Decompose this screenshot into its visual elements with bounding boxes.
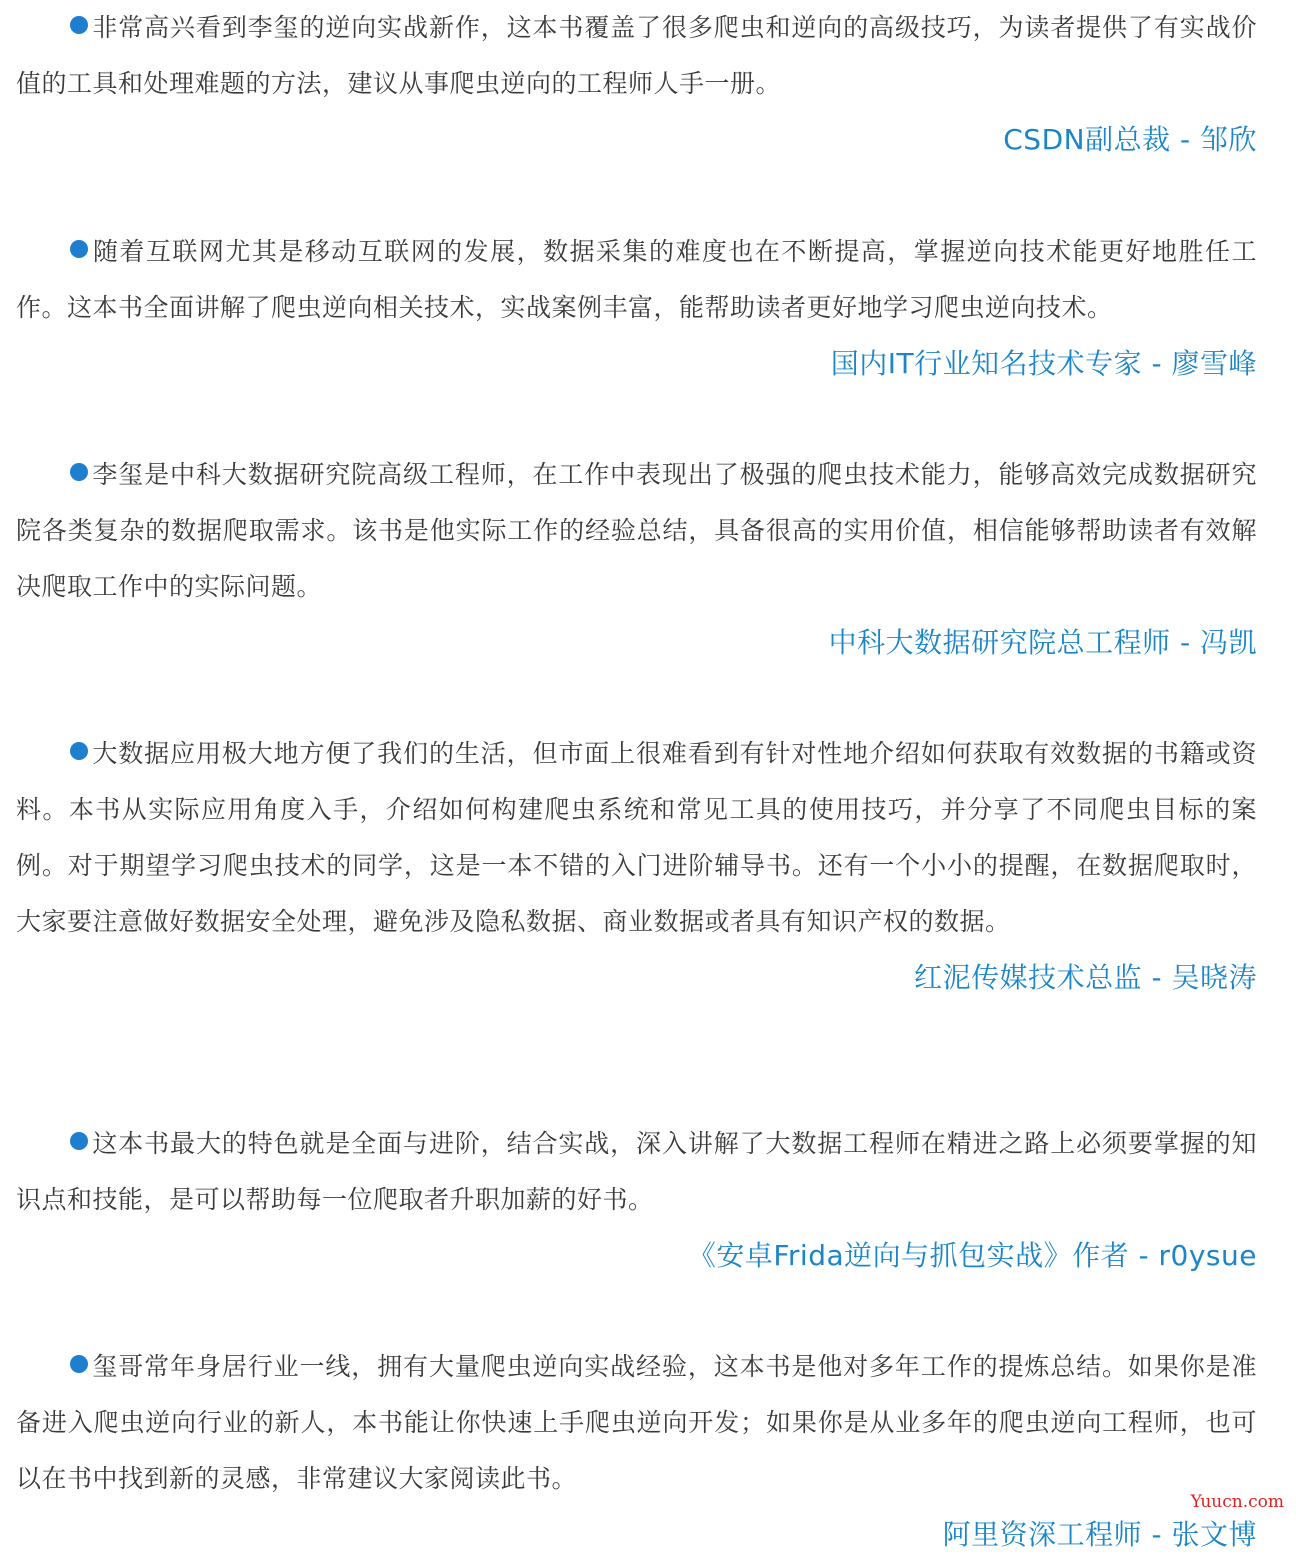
testimonial-2 <box>16 224 1257 392</box>
testimonial-author: CSDN副总裁 - 邹欣 <box>1003 123 1257 156</box>
testimonial-5 <box>16 1116 1257 1284</box>
testimonial-author: 国内IT行业知名技术专家 - 廖雪峰 <box>830 347 1257 380</box>
testimonial-text: 随着互联网尤其是移动互联网的发展，数据采集的难度也在不断提高，掌握逆向技术能更好地胜任工作。这本书全面讲解了爬虫逆向相关技术，实战案例丰富，能帮助读者更好地学习爬虫逆向技术。 <box>16 237 1257 322</box>
bullet-dot-icon <box>70 742 88 760</box>
testimonial-text: 李玺是中科大数据研究院高级工程师，在工作中表现出了极强的爬虫技术能力，能够高效完成数据研究院各类复杂的数据爬取需求。该书是他实际工作的经验总结，具备很高的实用价值，相信能够帮助读者有效解决爬取工作中的实际问题。 <box>16 460 1257 601</box>
testimonial-author: 中科大数据研究院总工程师 - 冯凯 <box>828 626 1257 659</box>
testimonial-author: 红泥传媒技术总监 - 吴晓涛 <box>914 961 1257 994</box>
testimonial-text: 玺哥常年身居行业一线，拥有大量爬虫逆向实战经验，这本书是他对多年工作的提炼总结。如果你是准备进入爬虫逆向行业的新人，本书能让你快速上手爬虫逆向开发；如果你是从业多年的爬虫逆向工程师，也可以在书中找到新的灵感，非常建议大家阅读此书。 <box>16 1352 1257 1493</box>
testimonial-3 <box>16 447 1257 671</box>
bullet-dot-icon <box>70 16 88 34</box>
testimonial-6 <box>16 1339 1257 1563</box>
testimonial-text: 这本书最大的特色就是全面与进阶，结合实战，深入讲解了大数据工程师在精进之路上必须要掌握的知识点和技能，是可以帮助每一位爬取者升职加薪的好书。 <box>16 1129 1257 1214</box>
bullet-dot-icon <box>70 463 88 481</box>
testimonial-text: 大数据应用极大地方便了我们的生活，但市面上很难看到有针对性地介绍如何获取有效数据的书籍或资料。本书从实际应用角度入手，介绍如何构建爬虫系统和常见工具的使用技巧，并分享了不同爬虫目标的案例。对于期望学习爬虫技术的同学，这是一本不错的入门进阶辅导书。还有一个小小的提醒，在数据爬取时，大家要注意做好数据安全处理，避免涉及隐私数据、商业数据或者具有知识产权的数据。 <box>16 739 1257 936</box>
bullet-dot-icon <box>70 1132 88 1150</box>
testimonial-text: 非常高兴看到李玺的逆向实战新作，这本书覆盖了很多爬虫和逆向的高级技巧，为读者提供了有实战价值的工具和处理难题的方法，建议从事爬虫逆向的工程师人手一册。 <box>16 13 1257 98</box>
watermark: Yuucn.com <box>1190 1492 1284 1512</box>
bullet-dot-icon <box>70 1355 88 1373</box>
testimonial-author: 《安卓Frida逆向与抓包实战》作者 - r0ysue <box>687 1239 1257 1272</box>
testimonial-4 <box>16 726 1257 1006</box>
bullet-dot-icon <box>70 240 88 258</box>
testimonial-1 <box>16 0 1257 168</box>
testimonial-author: 阿里资深工程师 - 张文博 <box>942 1518 1257 1551</box>
